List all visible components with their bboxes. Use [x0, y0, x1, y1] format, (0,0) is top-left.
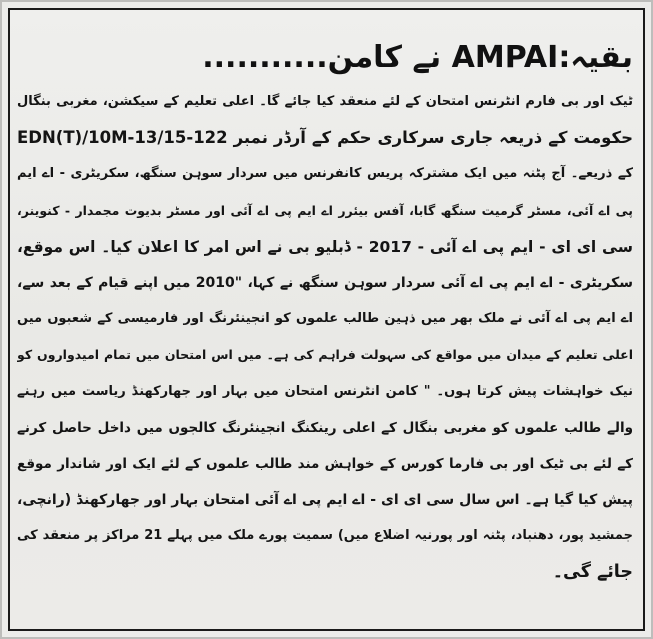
article-line: ٹیک اور بی فارم انٹرنس امتحان کے لئے منعقد کیا جائے گا۔ اعلی تعلیم کے سیکشن، مغربی بنگال	[17, 94, 633, 109]
article-line: سی ای ای - ایم پی اے آئی - 2017 - ڈبلیو بی نے اس امر کا اعلان کیا۔ اس موقع،	[17, 237, 633, 256]
article-line: کے ذریعے۔ آج پٹنہ میں ایک مشترکہ پریس کانفرنس میں سردار سوہن سنگھ، سکریٹری - اے ایم	[17, 166, 633, 182]
article-line: حکومت کے ذریعہ جاری سرکاری حکم کے آرڈر نمبر 122-EDN(T)/10M-13/15	[17, 128, 633, 148]
article-line: جائے گی۔	[552, 562, 633, 583]
article-line: اے ایم پی اے آئی نے ملک بھر میں ذہین طالب علموں کو انجینئرنگ اور فارمیسی کے شعبوں میں	[17, 311, 633, 327]
article-line: نیک خواہشات پیش کرتا ہوں۔ " کامن انٹرنس امتحان میں بہار اور جھارکھنڈ ریاست میں رہنے	[17, 383, 633, 399]
article-line: کے لئے بی ٹیک اور بی فارما کورس کے خواہش مند طالب علموں کے لئے ایک اور شاندار موقع	[17, 455, 633, 472]
article-line: سکریٹری - اے ایم پی اے آئی سردار سوہن سنگھ نے کہا، "2010 میں اپنے قیام کے بعد سے،	[17, 274, 633, 291]
article-body	[17, 84, 633, 591]
article-line: والے طالب علموں کو مغربی بنگال کے اعلی رینکنگ انجینئرنگ کالجوں میں داخل حاصل کرنے	[17, 419, 633, 436]
article-line: پی اے آئی، مسٹر گرمیت سنگھ گابا، آفس بیئرر اے ایم پی اے آئی اور مسٹر بدیوت مجمدار - کنوینر،	[17, 202, 633, 218]
article-line: پیش کیا گیا ہے۔ اس سال سی ای ای - اے ایم پی اے آئی امتحان بہار اور جھارکھنڈ (رانچی،	[17, 492, 633, 509]
article-line: اعلی تعلیم کے میدان میں مواقع کی سہولت فراہم کی ہے۔ میں اس امتحان میں تمام امیدواروں کو	[17, 347, 633, 363]
article-headline: بقیہ:AMPAI نے کامن...........	[202, 40, 633, 75]
article-line: جمشید پور، دھنباد، پٹنہ اور پورنیہ اضلاع میں) سمیت پورے ملک میں پہلے 21 مراکز پر منعقد کی	[17, 528, 633, 544]
